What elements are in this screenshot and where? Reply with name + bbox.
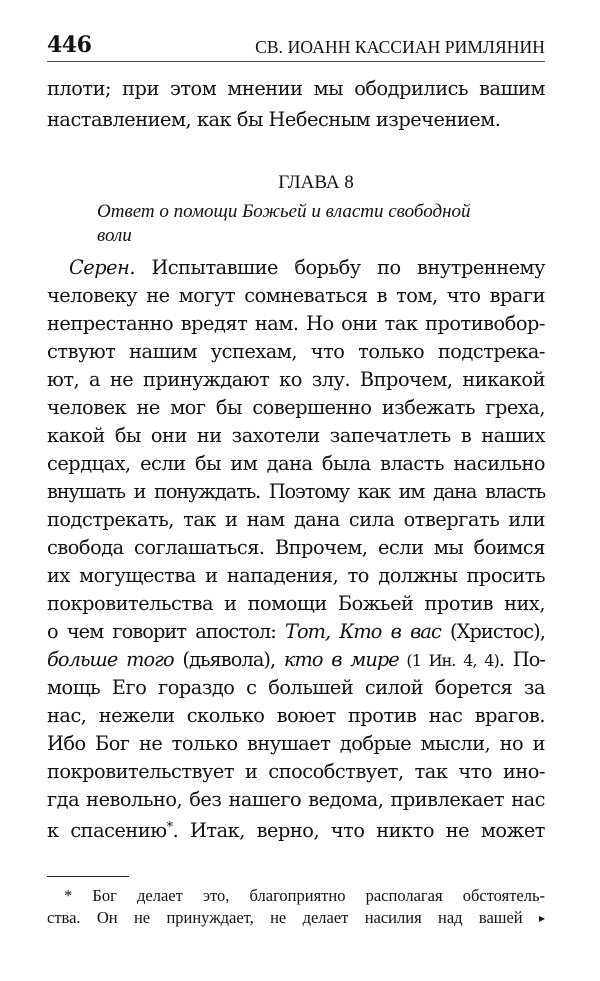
body-line: ствуют нашим успехам, что только подстрека-	[47, 340, 545, 363]
body-line: мощь Его гораздо с большей силой борется за	[47, 676, 545, 699]
footnote-divider	[47, 876, 129, 877]
body-text: Испытавшие борьбу по внутреннему	[135, 256, 545, 279]
page-number: 446	[47, 32, 92, 58]
chapter-title: ГЛАВА 8	[278, 172, 354, 193]
scripture-quote-line: о чем говорит апостол: Тот, Кто в вас (Христос),	[47, 620, 545, 643]
header-divider	[47, 61, 545, 62]
body-line: покровительства и помощи Божьей против них,	[47, 592, 545, 615]
footnote-mark: *	[64, 886, 73, 905]
body-line: внушать и понуждать. Поэтому как им дана власть	[47, 480, 545, 503]
body-line: Ибо Бог не только внушает добрые мысли, но и	[47, 732, 545, 755]
speaker-name: Серен.	[69, 256, 136, 279]
body-line: ют, а не принуждают ко злу. Впрочем, никакой	[47, 368, 545, 391]
footnote-line: ства. Он не принуждает, не делает насилия над вашей ▸	[47, 908, 546, 927]
chapter-subtitle-line: воли	[97, 225, 132, 246]
footnote-marker[interactable]: *	[166, 820, 173, 835]
running-title: СВ. ИОАНН КАССИАН РИМЛЯНИН	[255, 37, 545, 57]
body-line: их могущества и нападения, то должны просить	[47, 564, 545, 587]
body-line: нас, нежели сколько воюет против нас врагов.	[47, 704, 545, 727]
body-line: какой бы они ни захотели запечатлеть в наших	[47, 424, 545, 447]
running-head	[47, 32, 545, 58]
body-line: наставлением, как бы Небесным изречением.	[47, 108, 501, 131]
body-line: покровительствует и способствует, так что ино-	[47, 760, 545, 783]
quote-italic: кто в мире	[283, 648, 399, 671]
continuation-arrow-icon: ▸	[538, 911, 546, 925]
chapter-subtitle-line: Ответ о помощи Божьей и власти свободной	[97, 201, 471, 222]
body-line: свобода соглашаться. Впрочем, если мы боимся	[47, 536, 545, 559]
body-line: непрестанно вредят нам. Но они так противобор-	[47, 312, 545, 335]
bible-reference: (1 Ин. 4, 4)	[398, 651, 499, 670]
quote-italic: больше того	[47, 648, 174, 671]
body-first-line	[69, 254, 545, 282]
body-line: подстрекать, так и нам дана сила отвергать или	[47, 508, 545, 531]
body-line: человеку не могут сомневаться в том, что враги	[47, 284, 545, 307]
footnote-line: * Бог делает это, благоприятно располагая обстоятель-	[64, 886, 545, 905]
body-line: сердцах, если бы им дана была власть насильно	[47, 452, 545, 475]
body-line: гда невольно, без нашего ведома, привлекает нас	[47, 788, 545, 811]
body-line: плоти; при этом мнении мы ободрились вашим	[47, 77, 545, 100]
quote-italic: Тот, Кто в вас	[284, 620, 441, 643]
scripture-quote-line: больше того (дьявола), кто в мире (1 Ин. 4, 4). По-	[47, 648, 546, 671]
body-line-with-footnote: к спасению*. Итак, верно, что никто не может	[47, 819, 545, 842]
body-line: человек не мог бы совершенно избежать греха,	[47, 396, 545, 419]
